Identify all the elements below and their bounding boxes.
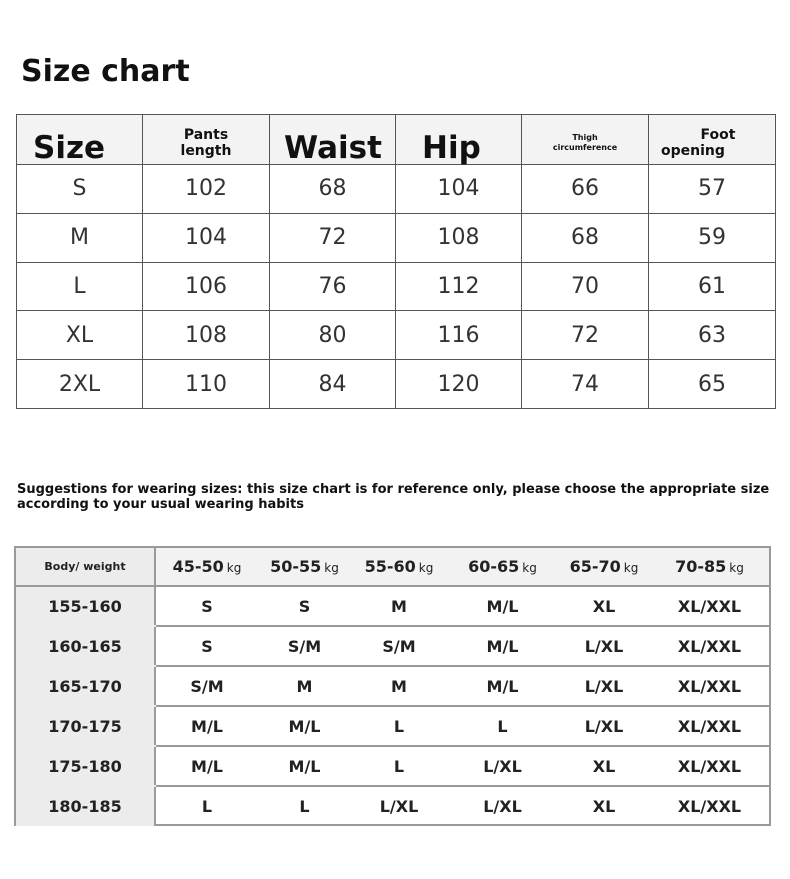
pants-length-cell: 106 xyxy=(143,262,270,311)
size-cell: M xyxy=(17,213,143,262)
recommended-size-cell: M/L xyxy=(258,746,351,786)
hip-cell: 104 xyxy=(396,165,522,214)
pants-length-cell: 108 xyxy=(143,311,270,360)
pants-length-cell: 110 xyxy=(143,360,270,409)
height-range-cell: 165-170 xyxy=(16,666,155,706)
recommended-size-cell: M/L xyxy=(447,626,558,666)
height-row xyxy=(16,706,769,746)
recommended-size-cell: S xyxy=(155,626,258,666)
size-cell: XL xyxy=(17,311,143,360)
recommended-size-cell: XL xyxy=(558,746,650,786)
recommended-size-cell: M/L xyxy=(258,706,351,746)
size-recommendation-panel xyxy=(14,546,771,826)
recommended-size-cell: M/L xyxy=(447,666,558,706)
weight-range-header: 65-70 kg xyxy=(558,548,650,586)
recommended-size-cell: M/L xyxy=(155,746,258,786)
recommended-size-cell: L/XL xyxy=(447,746,558,786)
height-range-cell: 175-180 xyxy=(16,746,155,786)
header-size: Size xyxy=(17,115,143,165)
height-row xyxy=(16,786,769,826)
body-weight-corner-label: Body/ weight xyxy=(16,548,155,586)
foot-opening-cell: 57 xyxy=(649,165,776,214)
recommended-size-cell: S xyxy=(155,586,258,626)
thigh-cell: 72 xyxy=(522,311,649,360)
recommended-size-cell: L/XL xyxy=(558,666,650,706)
size-cell: S xyxy=(17,165,143,214)
pants-length-cell: 104 xyxy=(143,213,270,262)
recommended-size-cell: L xyxy=(447,706,558,746)
header-foot-opening: Foot opening xyxy=(649,115,776,165)
recommended-size-cell: L xyxy=(351,706,447,746)
pants-length-cell: 102 xyxy=(143,165,270,214)
waist-cell: 84 xyxy=(270,360,396,409)
weight-range-header: 50-55 kg xyxy=(258,548,351,586)
recommended-size-cell: S/M xyxy=(155,666,258,706)
weight-range-header: 60-65 kg xyxy=(447,548,558,586)
recommended-size-cell: XL/XXL xyxy=(650,626,769,666)
recommended-size-cell: L/XL xyxy=(379,797,419,816)
waist-cell: 68 xyxy=(270,165,396,214)
header-pants-length: Pants length xyxy=(143,115,270,165)
weight-range-header: 55-60 kg xyxy=(351,548,447,586)
foot-opening-cell: 61 xyxy=(649,262,776,311)
recommended-size-cell: XL/XXL xyxy=(650,746,769,786)
recommended-size-cell: S/M xyxy=(258,626,351,666)
height-range-cell: 160-165 xyxy=(16,626,155,666)
hip-cell: 112 xyxy=(396,262,522,311)
size-row xyxy=(17,213,776,262)
height-row xyxy=(16,666,769,706)
hip-cell: 120 xyxy=(396,360,522,409)
recommended-size-cell: XL xyxy=(592,797,616,816)
recommended-size-cell: XL/XXL xyxy=(650,706,769,746)
thigh-cell: 66 xyxy=(522,165,649,214)
size-cell: 2XL xyxy=(17,360,143,409)
recommended-size-cell: L/XL xyxy=(558,706,650,746)
size-chart-header-row xyxy=(17,115,776,165)
height-range-cell: 170-175 xyxy=(16,706,155,746)
height-row xyxy=(16,746,769,786)
size-chart-table xyxy=(16,114,776,409)
waist-cell: 80 xyxy=(270,311,396,360)
recommended-size-cell: XL/XXL xyxy=(650,586,769,626)
size-row xyxy=(17,360,776,409)
recommended-size-cell: L xyxy=(201,797,213,816)
recommended-size-cell: S/M xyxy=(351,626,447,666)
thigh-cell: 68 xyxy=(522,213,649,262)
recommended-size-cell: M xyxy=(258,666,351,706)
recommended-size-cell: XL/XXL xyxy=(677,797,742,816)
header-thigh-circumference: Thigh circumference xyxy=(522,115,649,165)
foot-opening-cell: 59 xyxy=(649,213,776,262)
weight-range-header: 70-85 kg xyxy=(650,548,769,586)
thigh-cell: 70 xyxy=(522,262,649,311)
header-waist: Waist xyxy=(270,115,396,165)
recommended-size-cell: XL xyxy=(558,586,650,626)
recommended-size-cell: L/XL xyxy=(558,626,650,666)
size-row xyxy=(17,262,776,311)
thigh-cell: 74 xyxy=(522,360,649,409)
recommended-size-cell: XL/XXL xyxy=(650,666,769,706)
weight-header-row xyxy=(16,548,769,586)
size-row xyxy=(17,311,776,360)
size-suggestion-note: Suggestions for wearing sizes: this size chart is for reference only, please choose the appropriate size according to your usual wearing habits xyxy=(17,482,770,512)
height-row xyxy=(16,626,769,666)
weight-range-header: 45-50 kg xyxy=(155,548,258,586)
height-row xyxy=(16,586,769,626)
page-title: Size chart xyxy=(21,54,190,89)
hip-cell: 116 xyxy=(396,311,522,360)
size-recommendation-table xyxy=(16,548,769,826)
height-range-cell: 155-160 xyxy=(16,586,155,626)
recommended-size-cell: S xyxy=(258,586,351,626)
recommended-size-cell: L/XL xyxy=(483,797,522,816)
recommended-size-cell: M xyxy=(351,586,447,626)
foot-opening-cell: 65 xyxy=(649,360,776,409)
recommended-size-cell: L xyxy=(299,797,310,816)
recommended-size-cell: M/L xyxy=(155,706,258,746)
foot-opening-cell: 63 xyxy=(649,311,776,360)
waist-cell: 76 xyxy=(270,262,396,311)
waist-cell: 72 xyxy=(270,213,396,262)
header-hip: Hip xyxy=(396,115,522,165)
size-row xyxy=(17,165,776,214)
recommended-size-cell: M xyxy=(351,666,447,706)
hip-cell: 108 xyxy=(396,213,522,262)
recommended-size-cell: L xyxy=(351,746,447,786)
recommended-size-cell: M/L xyxy=(447,586,558,626)
size-cell: L xyxy=(17,262,143,311)
height-range-cell: 180-185 xyxy=(16,786,155,826)
